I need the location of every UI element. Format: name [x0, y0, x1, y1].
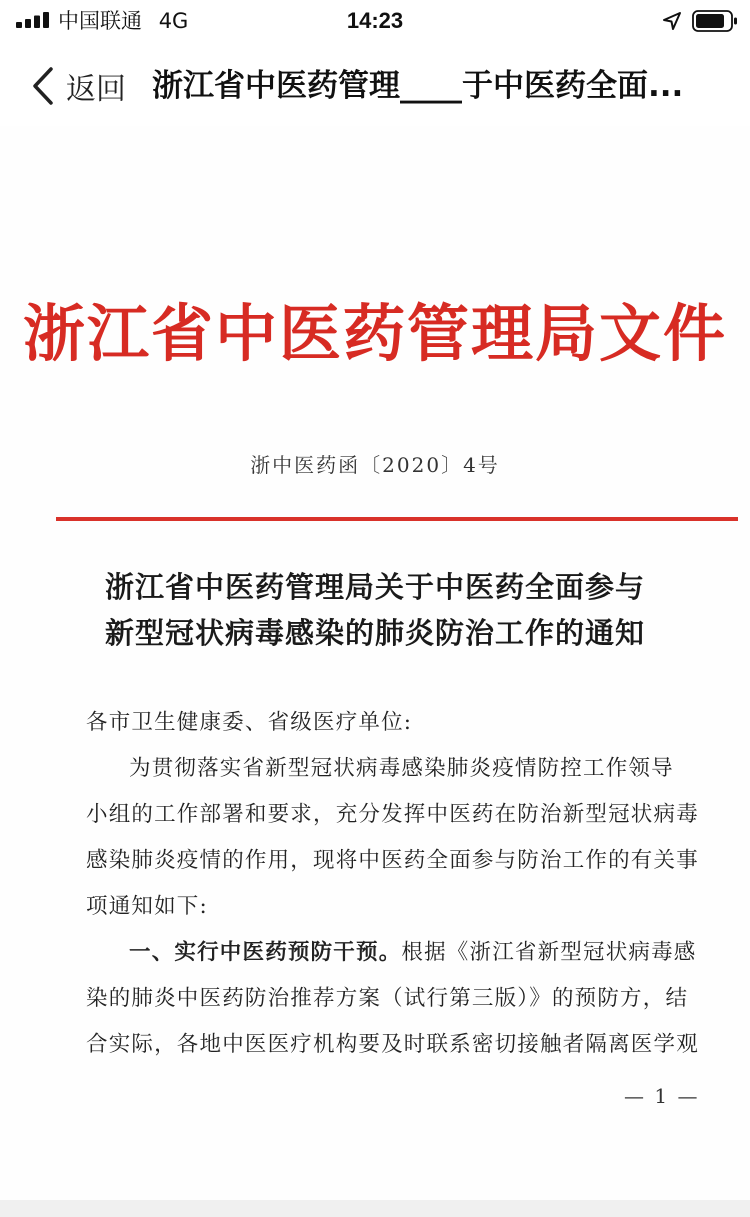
status-time: 14:23	[346, 8, 404, 33]
page-number: — 1 —	[624, 1084, 700, 1108]
section-line	[86, 930, 726, 976]
document-header: 浙江省中医药管理局文件	[22, 297, 727, 370]
status-bar	[0, 0, 750, 44]
back-label: 返回	[66, 72, 126, 107]
body-line: 为贯彻落实省新型冠状病毒感染肺炎疫情防控工作领导	[129, 756, 674, 781]
body-line: 感染肺炎疫情的作用，现将中医药全面参与防治工作的有关事	[86, 848, 699, 873]
section-heading: 一、实行中医药预防干预。	[129, 940, 402, 965]
body-line: 染的肺炎中医药防治推荐方案（试行第三版）》的预防方，结	[86, 986, 689, 1011]
document-title	[40, 564, 710, 656]
body-line: 项通知如下:	[86, 894, 208, 919]
battery-icon	[692, 10, 738, 32]
body-line: 合实际，各地中医医疗机构要及时联系密切接触者隔离医学观	[86, 1032, 699, 1057]
nav-bar	[0, 46, 750, 126]
title-line: 新型冠状病毒感染的肺炎防治工作的通知	[104, 616, 645, 650]
bottom-edge	[0, 1200, 750, 1217]
document-image	[0, 126, 750, 1200]
section-text: 根据《浙江省新型冠状病毒感	[401, 940, 697, 965]
location-icon	[662, 11, 682, 31]
salutation: 各市卫生健康委、省级医疗单位:	[86, 710, 413, 735]
document-body	[86, 700, 726, 1068]
red-divider	[56, 517, 738, 521]
network-type: 4G	[158, 9, 189, 33]
document-number: 浙中医药函〔2020〕4号	[250, 453, 500, 477]
back-button[interactable]	[30, 64, 126, 108]
title-line: 浙江省中医药管理局关于中医药全面参与	[104, 570, 645, 604]
page-title: 浙江省中医药管理____于中医药全面...	[152, 68, 684, 104]
chevron-left-icon	[30, 66, 56, 106]
body-line: 小组的工作部署和要求，充分发挥中医药在防治新型冠状病毒	[86, 802, 699, 827]
carrier-name: 中国联通	[58, 9, 142, 33]
